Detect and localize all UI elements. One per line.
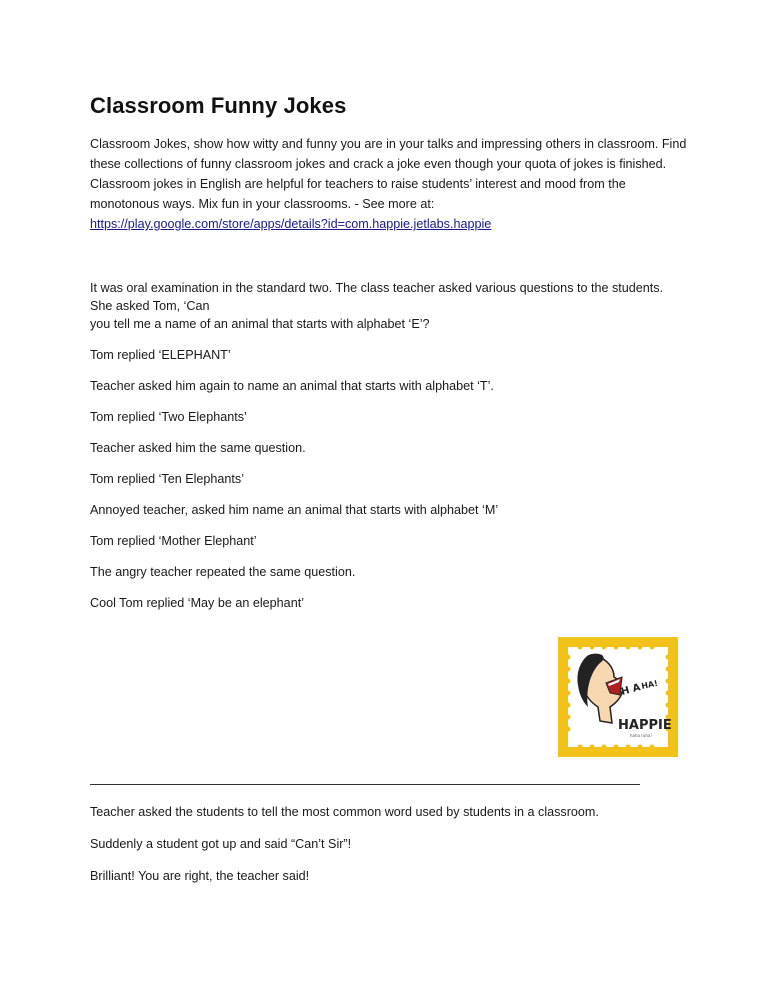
joke-line: Tom replied ‘Ten Elephants’	[90, 472, 245, 486]
joke-one-opening	[90, 279, 690, 333]
joke-one	[90, 279, 690, 612]
opening-line-1: It was oral examination in the standard two. The class teacher asked various questions to the students.	[90, 281, 664, 295]
joke-line: Suddenly a student got up and said “Can’t Sir”!	[90, 837, 352, 851]
app-store-link[interactable]: https://play.google.com/store/apps/details?id=com.happie.jetlabs.happie	[90, 217, 492, 231]
svg-text:H A: H A	[619, 682, 642, 698]
happie-logo	[558, 637, 678, 757]
page-title: Classroom Funny Jokes	[90, 93, 347, 118]
joke-line: Teacher asked him the same question.	[90, 441, 306, 455]
intro-text: Classroom Jokes, show how witty and funny you are in your talks and impressing others in classroom. Find these collections of funny classroom jokes and crack a joke even though your quota of jokes is finished. Classroom jokes in English are helpful for teachers to raise students’ interest and mood from the monotonous ways. Mix fun in your classrooms. - See more at:	[90, 137, 687, 211]
joke-line: Tom replied ‘Mother Elephant’	[90, 534, 257, 548]
joke-line: Tom replied ‘ELEPHANT’	[90, 348, 231, 362]
joke-line: Tom replied ‘Two Elephants’	[90, 410, 247, 424]
opening-line-2: She asked Tom, ‘Can	[90, 299, 210, 313]
joke-line: Teacher asked him again to name an animal that starts with alphabet ‘T’.	[90, 379, 494, 393]
joke-line: The angry teacher repeated the same question.	[90, 565, 356, 579]
joke-line: Cool Tom replied ‘May be an elephant’	[90, 596, 304, 610]
intro-paragraph	[90, 134, 690, 234]
svg-text:haha ruha!: haha ruha!	[630, 733, 653, 738]
opening-line-3: you tell me a name of an animal that starts with alphabet ‘E’?	[90, 317, 430, 331]
happie-logo-artwork	[558, 637, 678, 757]
section-divider	[90, 784, 640, 785]
joke-line: Teacher asked the students to tell the most common word used by students in a classroom.	[90, 805, 599, 819]
joke-line: Annoyed teacher, asked him name an animal that starts with alphabet ‘M’	[90, 503, 499, 517]
svg-text:HA!: HA!	[640, 678, 659, 691]
joke-line: Brilliant! You are right, the teacher said!	[90, 869, 310, 883]
svg-text:HAPPIE: HAPPIE	[618, 718, 672, 733]
joke-two	[90, 803, 690, 885]
